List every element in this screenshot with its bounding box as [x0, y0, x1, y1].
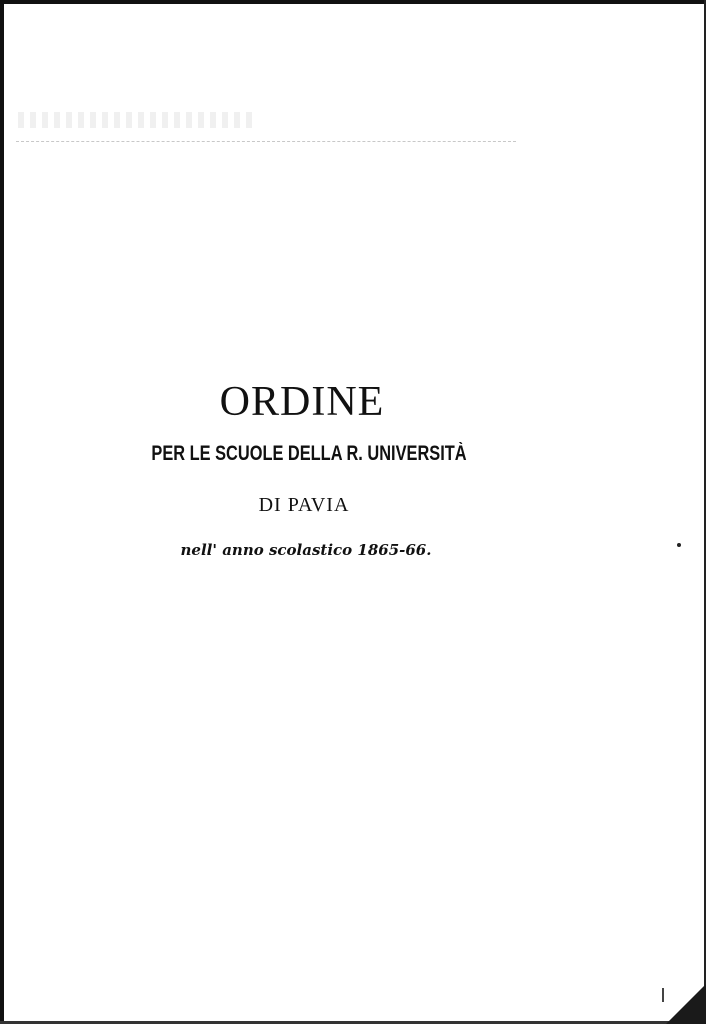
page-corner-fold — [666, 984, 706, 1024]
document-city: DI PAVIA — [258, 494, 350, 516]
document-subtitle: PER LE SCUOLE DELLA R. UNIVERSITÀ — [151, 442, 467, 465]
page-top-edge — [0, 0, 706, 4]
bleed-through-rule — [16, 141, 516, 142]
corner-mark — [662, 988, 664, 1002]
ink-speck — [677, 543, 681, 547]
document-year-line: nell' anno scolastico 1865-66. — [180, 541, 432, 559]
bleed-through-text — [18, 112, 258, 128]
document-title: ORDINE — [219, 379, 385, 425]
